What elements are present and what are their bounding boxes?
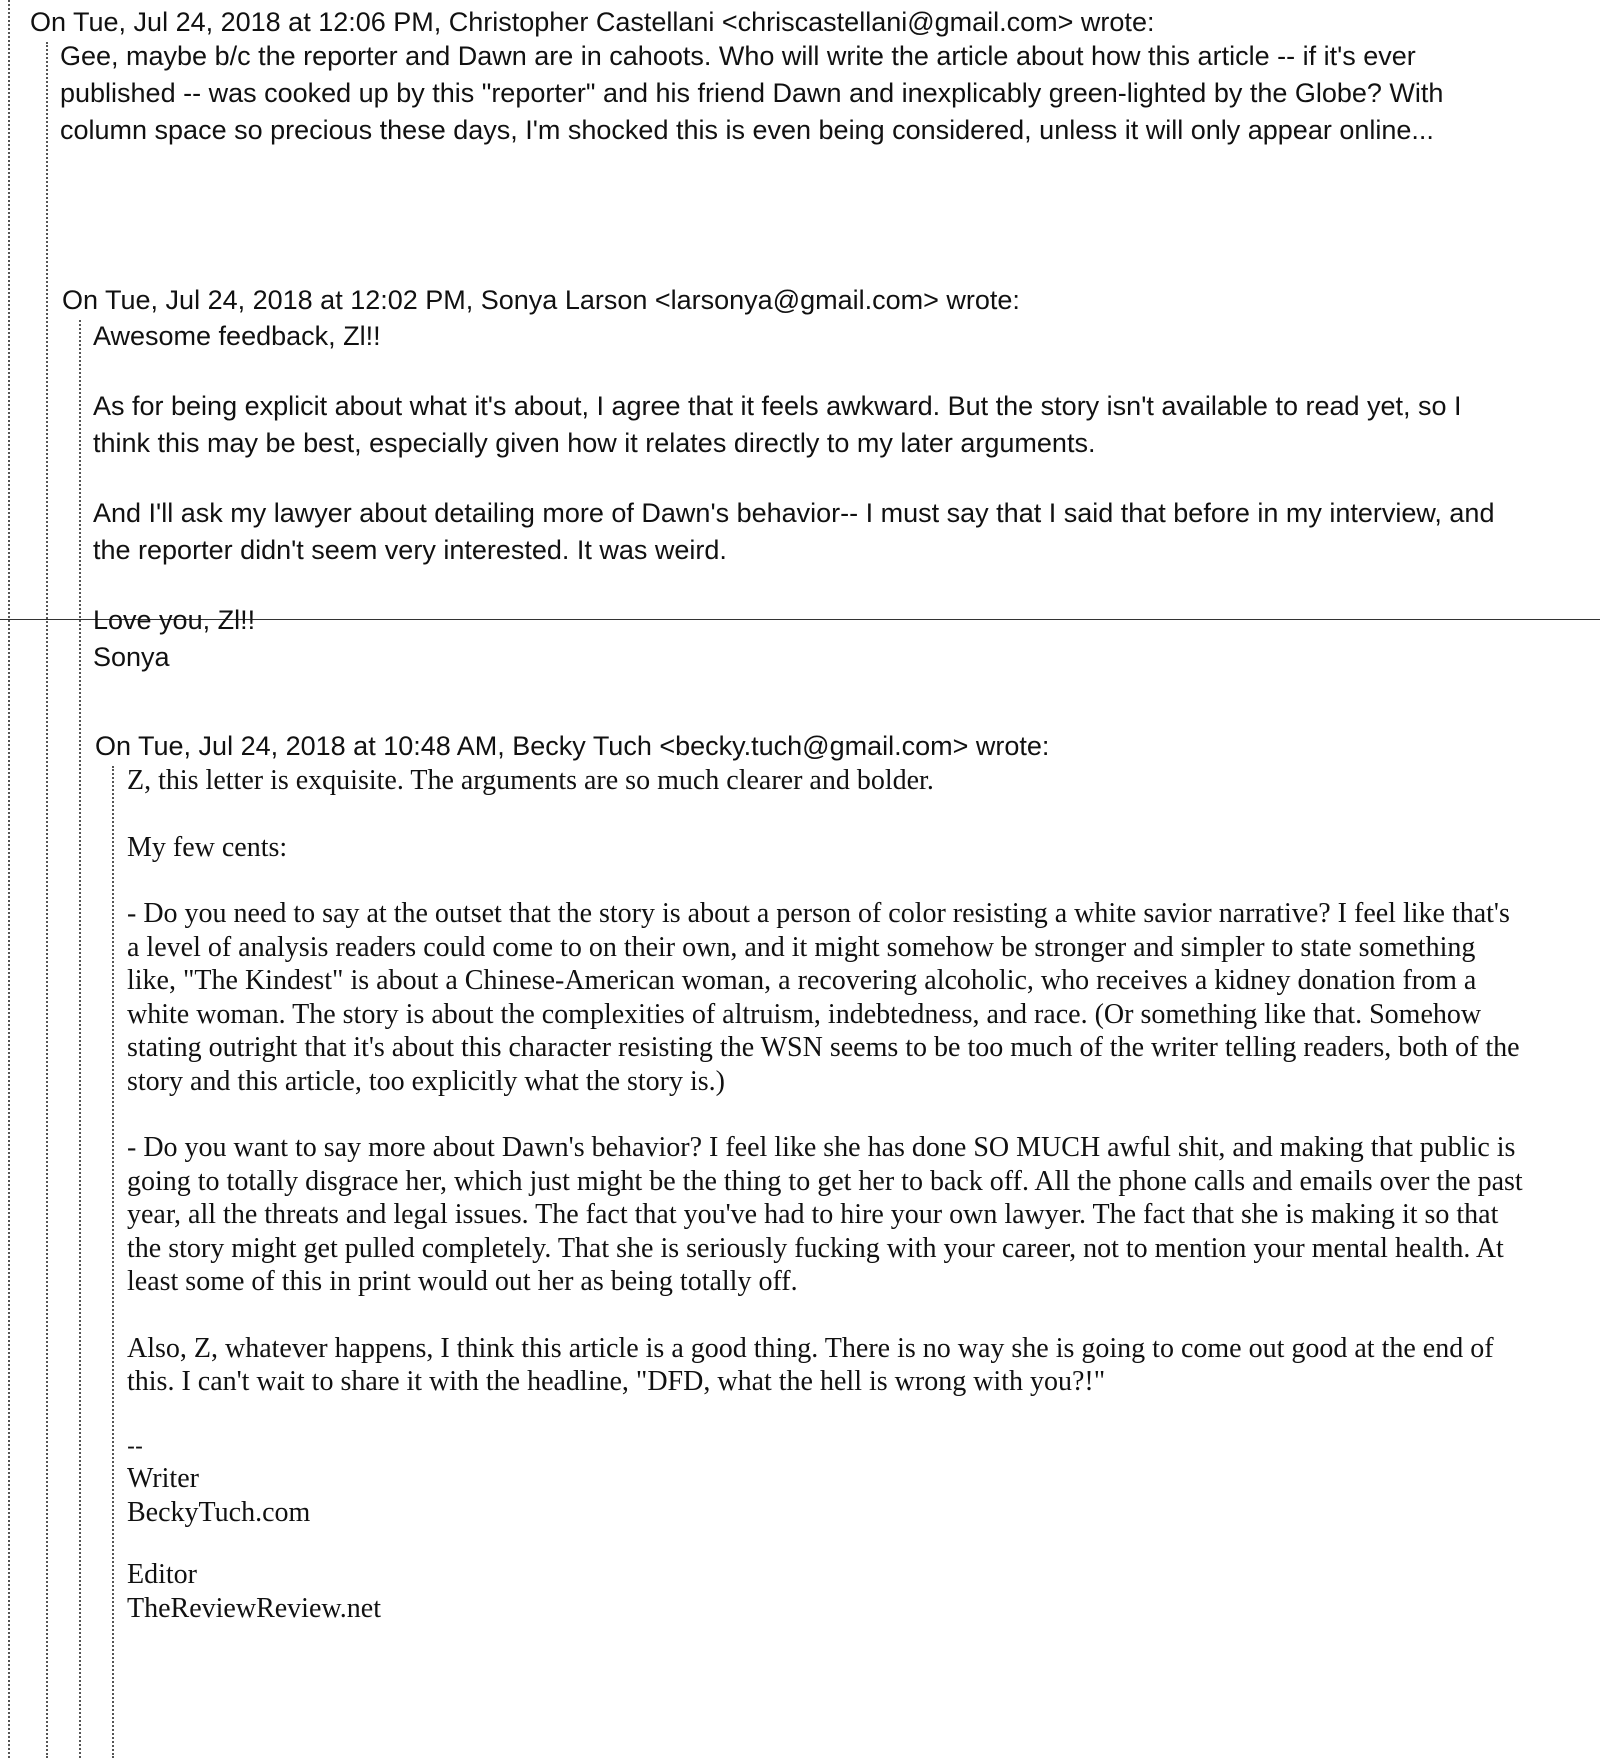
message-header-castellani: On Tue, Jul 24, 2018 at 12:06 PM, Christopher Castellani <chriscastellani@gmail.com> wrote: [30, 7, 1155, 37]
signature-separator: -- [127, 1432, 143, 1460]
message-paragraph: - Do you want to say more about Dawn's behavior? I feel like she has done SO MUCH awful shit, and making that public is going to totally disgrace her, which just might be the thing to get her to back off. All the phone calls and emails over the past year, all the threats and legal issues. The fact that you've had to hire your own lawyer. The fact that she is making it so that the story might get pulled completely. That she is seriously fucking with your career, not to mention your mental health. At least some of this in print would out her as being totally off. [127, 1132, 1523, 1297]
signature-gap [127, 1530, 1527, 1558]
quote-bar-level-1 [46, 42, 48, 1758]
message-body-castellani [60, 38, 1490, 149]
message-paragraph: As for being explicit about what it's about, I agree that it feels awkward. But the story isn't available to read yet, so I think this may be best, especially given how it relates directly to my later arguments. [93, 391, 1462, 458]
message-paragraph: My few cents: [127, 831, 288, 863]
quote-bar-level-2 [79, 320, 81, 1758]
message-paragraph: And I'll ask my lawyer about detailing more of Dawn's behavior-- I must say that I said that before in my interview, and the reporter didn't seem very interested. It was weird. [93, 498, 1495, 565]
message-body-tuch [127, 764, 1527, 1626]
message-header-tuch: On Tue, Jul 24, 2018 at 10:48 AM, Becky Tuch <becky.tuch@gmail.com> wrote: [95, 731, 1050, 761]
message-paragraph: Awesome feedback, Zl!! [93, 321, 381, 351]
message-body-larson [93, 318, 1513, 676]
signature-role: Writer [127, 1462, 199, 1494]
message-paragraph: - Do you need to say at the outset that the story is about a person of color resisting a white savior narrative? I feel like that's a level of analysis readers could come to on their own, and it might somehow be stronger and simpler to state something like, "The Kindest" is about a Chinese-American woman, a recovering alcoholic, who receives a kidney donation from a white woman. The story is about the complexities of altruism, indebtedness, and race. (Or something like that. Somehow stating outright that it's about this character resisting the WSN seems to be too much of the writer telling readers, both of the story and this article, too explicitly what the story is.) [127, 898, 1520, 1097]
signature-website: TheReviewReview.net [127, 1592, 381, 1624]
message-paragraph: Gee, maybe b/c the reporter and Dawn are in cahoots. Who will write the article about how this article -- if it's ever published -- was cooked up by this "reporter" and his friend Dawn and inexplicably green-lighted by the Globe? With column space so precious these days, I'm shocked this is even being considered, unless it will only appear online... [60, 41, 1444, 145]
message-paragraph: Also, Z, whatever happens, I think this article is a good thing. There is no way she is going to come out good at the end of this. I can't wait to share it with the headline, "DFD, what the hell is wrong with you?!" [127, 1332, 1494, 1397]
message-paragraph: Z, this letter is exquisite. The arguments are so much clearer and bolder. [127, 765, 934, 796]
quote-bar-outer [8, 0, 10, 1758]
signature-role: Editor [127, 1558, 197, 1590]
signature-website: BeckyTuch.com [127, 1496, 311, 1528]
quote-bar-level-3 [112, 766, 114, 1758]
signature-name: Sonya [93, 642, 170, 672]
signature-line: Love you, Zl!! [93, 605, 256, 635]
message-header-larson: On Tue, Jul 24, 2018 at 12:02 PM, Sonya Larson <larsonya@gmail.com> wrote: [62, 285, 1020, 315]
